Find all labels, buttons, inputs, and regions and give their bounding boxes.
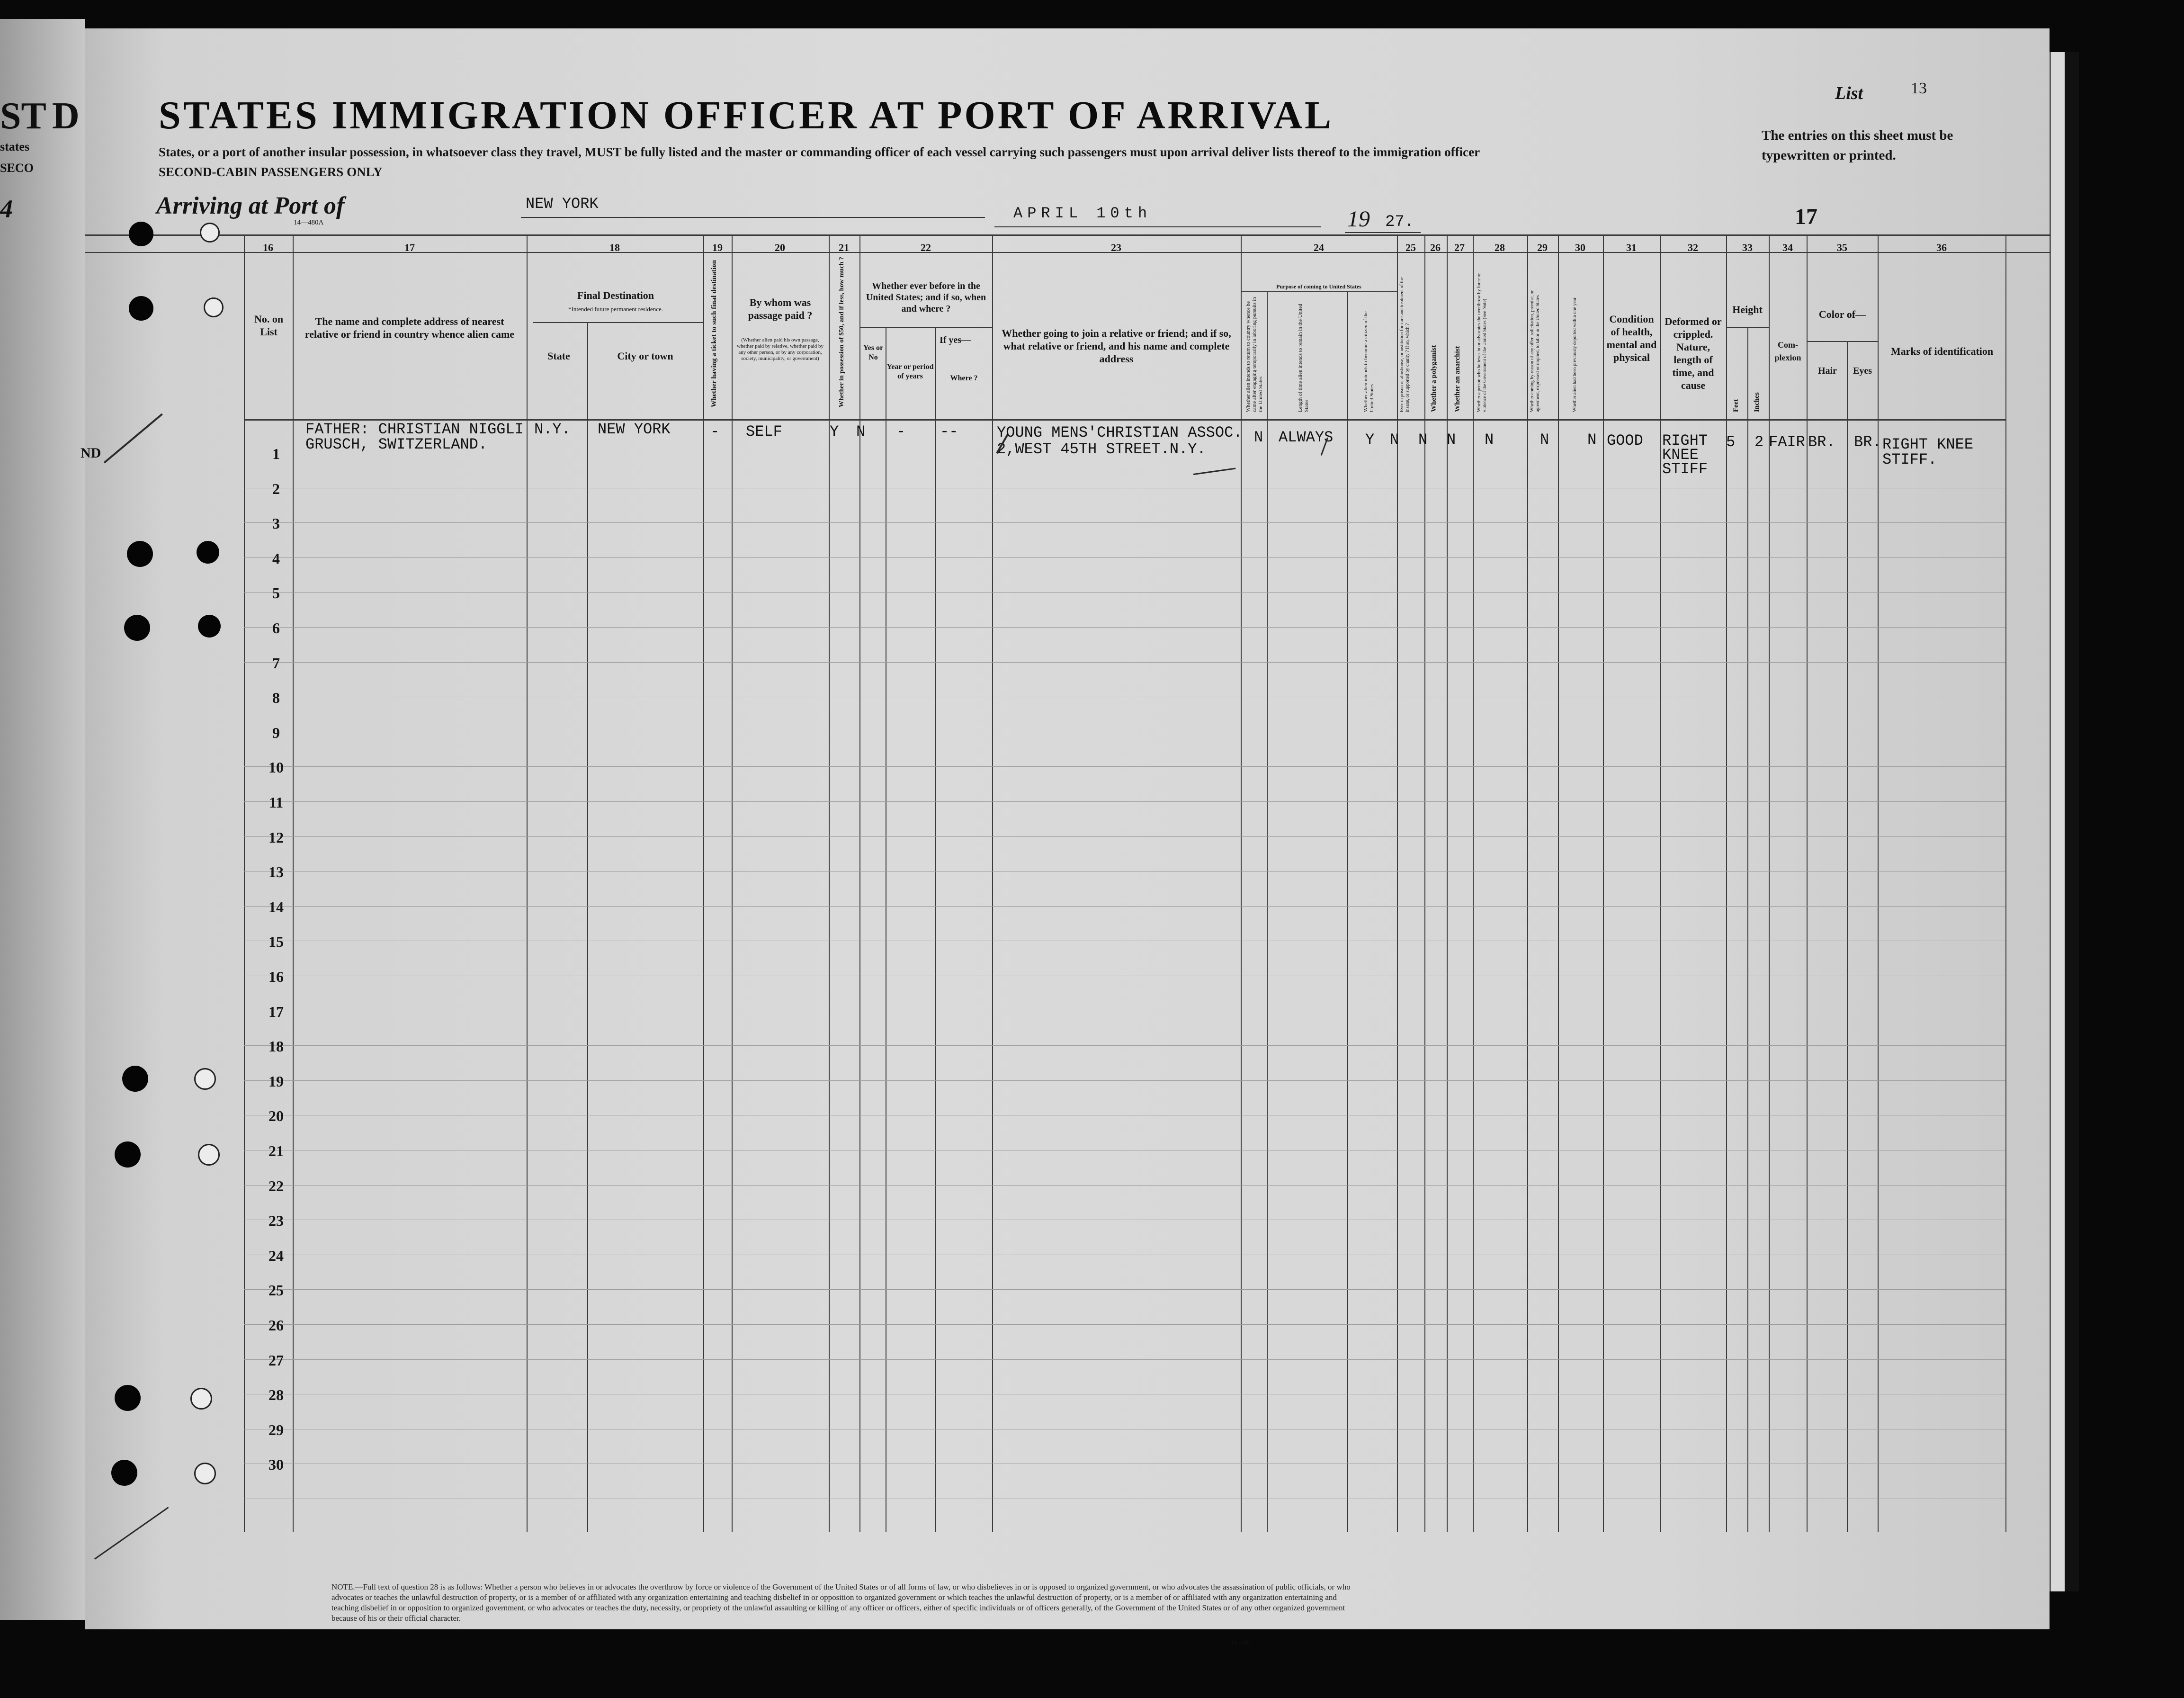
col-border-27 [1447, 234, 1448, 1532]
col-number-35: 35 [1837, 242, 1847, 253]
list-number: 13 [1911, 80, 1927, 97]
col-number-20: 20 [775, 242, 785, 253]
row-number: 15 [269, 933, 284, 951]
row-number: 21 [269, 1142, 284, 1159]
header-question-29: Whether coming by reason of any offer, solicitation, promise, or agreement, expressed or implied, to labor in the United States [1530, 290, 1540, 412]
entry-deformed-line2: KNEE [1662, 446, 1699, 464]
row-number: 24 [269, 1247, 284, 1264]
row-line [244, 801, 2005, 802]
entry-polygamist: N [1418, 431, 1428, 449]
entry-eyes: BR. [1854, 433, 1881, 451]
entry-height-feet: 5 [1726, 433, 1736, 451]
entry-fifty-dollars: Y [830, 423, 839, 440]
col-number-28: 28 [1495, 242, 1505, 253]
row-line [244, 662, 2005, 663]
table-top-border [85, 234, 2050, 236]
strip-fragment-4: 4 [0, 195, 13, 223]
col-border-33a [1726, 234, 1727, 1532]
row-number: 1 [272, 445, 280, 462]
header-hair: Hair [1818, 366, 1837, 376]
header-before-us: Whether ever before in the United States; and if so, when and where ? [866, 281, 986, 314]
header-final-destination: Final Destination [577, 289, 654, 301]
header-height: Height [1732, 304, 1763, 315]
header-complexion: Com-plexion [1774, 340, 1801, 362]
col-number-16: 16 [263, 242, 273, 253]
punch-hole [124, 615, 150, 641]
col-number-18: 18 [609, 242, 620, 253]
header-eyes: Eyes [1853, 366, 1872, 376]
col-number-27: 27 [1454, 242, 1465, 253]
header-city: City or town [617, 350, 673, 362]
entry-joining-line2: 2,WEST 45TH STREET.N.Y. [997, 440, 1206, 458]
row-number: 6 [272, 620, 280, 637]
row-line [244, 766, 2005, 767]
entry-before-year: - [896, 423, 906, 440]
header-question-30: Whether alien had been previously deported within one year [1572, 297, 1577, 412]
col-border-30 [1558, 234, 1559, 1532]
col-number-31: 31 [1626, 242, 1637, 253]
col-border-18a [527, 234, 528, 1532]
punch-hole [115, 1141, 141, 1168]
row-number: 30 [269, 1456, 284, 1473]
col-border-35a [1807, 234, 1808, 1532]
row-number: 5 [272, 584, 280, 602]
col-border-25 [1397, 234, 1398, 1532]
header-year-period: Year or period of years [886, 363, 934, 380]
punch-hole [204, 297, 224, 317]
row-line [244, 836, 2005, 837]
col-border-end [2005, 234, 2006, 1532]
punch-hole [111, 1460, 137, 1486]
col-number-21: 21 [839, 242, 849, 253]
entry-height-inches: 2 [1754, 433, 1764, 451]
punch-hole [194, 1463, 216, 1484]
col-border-33b [1747, 327, 1748, 1532]
col-number-19: 19 [712, 242, 723, 253]
row-number: 26 [269, 1317, 284, 1334]
entry-hair: BR. [1808, 433, 1835, 451]
entry-ticket: - [710, 423, 720, 440]
punch-hole [200, 223, 220, 243]
row-line [244, 906, 2005, 907]
header-if-yes: If yes— [939, 335, 971, 345]
punch-hole [197, 541, 219, 564]
entry-before-where: -- [940, 423, 958, 440]
header-purpose-return: Whether alien intends to return to country whence he came after engaging temporarily in laboring pursuits in the United States [1245, 297, 1263, 412]
col-border-32 [1660, 234, 1661, 1532]
col-border-35b [1847, 341, 1848, 1532]
row-number: 10 [269, 759, 284, 776]
entry-purpose-return: N [1254, 429, 1263, 446]
col-number-34: 34 [1782, 242, 1793, 253]
entry-before-yes-no: N [856, 423, 866, 440]
col-number-26: 26 [1430, 242, 1441, 253]
entry-relative-line2: GRUSCH, SWITZERLAND. [305, 436, 488, 453]
color-divider [1807, 341, 1878, 342]
entry-health: GOOD [1607, 432, 1643, 449]
row-number: 28 [269, 1386, 284, 1404]
row-line [244, 592, 2005, 593]
row-line [244, 557, 2005, 558]
header-final-destination-note: *Intended future permanent residence. [568, 305, 663, 313]
entry-anarchist: N [1447, 431, 1456, 449]
header-joining: Whether going to join a relative or friend; and if so, what relative or friend, and his name and complete address [1002, 327, 1231, 365]
header-marks: Marks of identification [1890, 345, 1994, 357]
strip-fragment-d: D [52, 95, 80, 137]
entry-deformed-line1: RIGHT [1662, 432, 1708, 449]
typewritten-note: The entries on this sheet must be typewritten or printed. [1762, 128, 1953, 163]
row-number: 22 [269, 1177, 284, 1195]
header-anarchist: Whether an anarchist [1454, 346, 1461, 412]
row-number: 12 [269, 828, 284, 846]
header-yes-no: Yes or No [863, 344, 884, 361]
col-border-28 [1473, 234, 1474, 1532]
header-paid-by-note: (Whether alien paid his own passage, whether paid by relative, whether paid by any other person, or by any corporation, society, municipality, or government) [737, 337, 823, 361]
header-fifty-dollars: Whether in possession of $50, and if less, how much ? [838, 257, 845, 407]
col-number-30: 30 [1575, 242, 1585, 253]
entry-purpose-length: ALWAYS [1279, 429, 1334, 446]
punch-hole [194, 1068, 216, 1090]
arrival-date: APRIL 10th [1013, 205, 1152, 222]
entry-marks-line1: RIGHT KNEE [1882, 436, 1974, 453]
entry-city: NEW YORK [598, 421, 671, 438]
final-destination-divider [533, 322, 703, 323]
col-border-31 [1603, 234, 1604, 1532]
col-border-17 [293, 234, 294, 1532]
col-number-29: 29 [1537, 242, 1548, 253]
header-deformed: Deformed or crippled. Nature, length of time, and cause [1665, 315, 1722, 391]
entry-deformed-line3: STIFF [1662, 460, 1708, 478]
col-number-17: 17 [404, 242, 415, 253]
header-no-on-list: No. on List [254, 313, 284, 338]
strip-fragment-st: ST [0, 95, 46, 137]
row-number: 9 [272, 724, 280, 741]
col-number-33: 33 [1742, 242, 1753, 253]
header-purpose: Purpose of coming to United States [1276, 283, 1361, 290]
row-number: 25 [269, 1282, 284, 1299]
punch-hole [115, 1385, 141, 1411]
punch-hole [129, 296, 153, 321]
header-state: State [547, 350, 570, 362]
row-line [244, 1045, 2005, 1046]
row-number: 20 [269, 1107, 284, 1125]
row-number: 14 [269, 898, 284, 916]
arriving-label: Arriving at Port of [156, 192, 345, 219]
arrival-port: NEW YORK [526, 195, 599, 213]
question-28-footnote: NOTE.—Full text of question 28 is as follows: Whether a person who believes in or advocates the overthrow by force or violence of the Government of the United States or of all forms of law, or who disbelieves in or is opposed to organized government, or who advocates the assassination of public officials, or who advocates or teaches the unlawful destruction of property, or is a member of or affiliated with any organization entertaining and teaching disbelief in or opposition to organized government or which teaches the unlawful destruction of property, or is a member of or affiliated with any organization entertaining and teaching disbelief in or opposition to organized government, or who advocates or teaches the duty, necessity, or propriety of the unlawful assaulting or killing of any officer or officers, either of specific individuals or of officers generally, of the Government of the United States or of any other organized government because of his or their official character. [331, 1582, 1351, 1623]
row-number: 27 [269, 1351, 284, 1369]
purpose-divider [1241, 291, 1397, 292]
punch-hole [198, 615, 221, 638]
punch-hole [127, 541, 153, 567]
col-number-24: 24 [1314, 242, 1324, 253]
row-number: 3 [272, 515, 280, 532]
row-number: 4 [272, 549, 280, 567]
header-relative-address: The name and complete address of nearest relative or friend in country whence alien came [304, 315, 515, 340]
header-question-28: Whether a person who believes in or advocates the overthrow by force or violence of the Government of the United States (See Note) [1477, 273, 1487, 412]
punch-hole [129, 222, 153, 246]
col-border-20 [732, 234, 733, 1532]
punch-hole [190, 1388, 212, 1410]
header-purpose-length: Length of time alien intends to remain in the United States [1298, 304, 1309, 412]
entry-prison: N [1390, 431, 1399, 449]
row-number: 29 [269, 1421, 284, 1438]
row-number: 13 [269, 863, 284, 881]
row-number: 19 [269, 1072, 284, 1090]
row-line [244, 1185, 2005, 1186]
col-border-26 [1424, 234, 1425, 1532]
punch-hole [198, 1144, 220, 1166]
row-line [244, 1324, 2005, 1325]
col-border-18b [587, 322, 588, 1532]
row-line [244, 627, 2005, 628]
col-border-36 [1878, 234, 1879, 1532]
form-number: 14—480A [294, 219, 324, 226]
year-prefix: 19 [1347, 207, 1370, 232]
header-ticket: Whether having a ticket to such final destination [710, 260, 718, 407]
strip-fragment-states: states [0, 140, 30, 153]
row-number: 16 [269, 968, 284, 985]
header-health: Condition of health, mental and physical [1606, 313, 1657, 363]
entry-purpose-citizen: Y [1365, 431, 1375, 449]
subtitle-line-2: SECOND-CABIN PASSENGERS ONLY [159, 165, 383, 179]
header-color-of: Color of— [1818, 308, 1866, 320]
row-number: 11 [269, 794, 284, 811]
header-prison: Ever in prison or almshouse, or institution for care and treatment of the insane, or supported by charity ? If so, which ? [1399, 277, 1410, 412]
header-polygamist: Whether a polygamist [1430, 345, 1438, 412]
col-number-23: 23 [1111, 242, 1121, 253]
row-line [244, 1080, 2005, 1081]
row-line [244, 1289, 2005, 1290]
entry-question-28: N [1485, 431, 1494, 449]
footnote-form-number: 14—421 [1231, 1639, 1251, 1645]
col-number-22: 22 [921, 242, 931, 253]
sheet-number: 17 [1795, 204, 1817, 229]
row-number: 23 [269, 1212, 284, 1230]
header-feet: Feet [1732, 399, 1740, 412]
column-number-row-border [85, 252, 2050, 253]
row-number: 18 [269, 1038, 284, 1055]
subtitle-line-1: States, or a port of another insular possession, in whatsoever class they travel, MUST be fully listed and the master or commanding officer of each vessel carrying such passengers must upon arrival deliver lists thereof to the immigration officer [159, 145, 1480, 159]
col-number-25: 25 [1405, 242, 1416, 253]
page-title: STATES IMMIGRATION OFFICER AT PORT OF ARRIVAL [159, 93, 1334, 137]
entry-marks-line2: STIFF. [1882, 451, 1937, 468]
col-border-19 [703, 234, 704, 1532]
col-border-16 [244, 234, 245, 1532]
entry-joining-line1: YOUNG MENS'CHRISTIAN ASSOC. [997, 424, 1243, 441]
list-label: List [1835, 83, 1863, 103]
entry-complexion: FAIR [1769, 433, 1805, 451]
col-border-23 [992, 234, 993, 1532]
before-us-divider [859, 327, 992, 328]
col-border-24b [1267, 291, 1268, 1532]
row-number: 17 [269, 1003, 284, 1020]
row-line [244, 522, 2005, 523]
col-number-32: 32 [1688, 242, 1698, 253]
row-number: 2 [272, 480, 280, 497]
strip-fragment-nd: ND [81, 445, 101, 461]
entry-question-30: N [1587, 431, 1597, 449]
header-purpose-citizen: Whether alien intends to become a citizen of the United States [1363, 311, 1375, 412]
col-number-36: 36 [1936, 242, 1947, 253]
year-suffix: 27. [1385, 213, 1414, 231]
strip-fragment-seco: SECO [0, 161, 34, 175]
entry-state: N.Y. [534, 421, 571, 438]
row-number: 7 [272, 654, 280, 672]
entry-question-29: N [1540, 431, 1549, 449]
header-inches: Inches [1753, 392, 1761, 412]
header-paid-by: By whom was passage paid ? [748, 296, 813, 321]
entry-paid-by: SELF [746, 423, 782, 440]
row-line [244, 1359, 2005, 1360]
entry-relative-line1: FATHER: CHRISTIAN NIGGLI [305, 421, 524, 438]
col-border-22c [935, 327, 936, 1532]
col-border-34 [1769, 234, 1770, 1532]
col-border-24c [1347, 291, 1348, 1532]
row-number: 8 [272, 689, 280, 707]
punch-hole [122, 1066, 148, 1092]
col-border-29 [1527, 234, 1528, 1532]
header-where: Where ? [950, 374, 978, 382]
